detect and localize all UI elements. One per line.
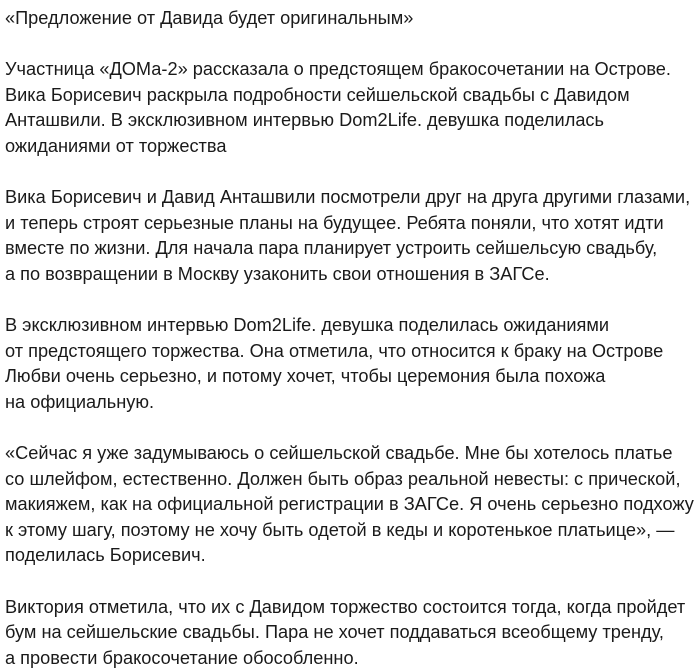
paragraph-intro [5,57,699,159]
paragraph-line: бум на сейшельские свадьбы. Пара не хочет поддаваться всеобщему тренду, [5,622,664,643]
article-title [5,6,699,32]
paragraph-line: на официальную. [5,391,155,412]
paragraph-plans [5,185,699,287]
paragraph-line: Виктория отметила, что их с Давидом торжество состоится тогда, когда пройдет [5,596,686,617]
title-text: «Предложение от Давида будет оригинальным» [5,8,414,28]
paragraph-quote [5,441,699,569]
paragraph-conclusion [5,595,699,671]
paragraph-line: Любви очень серьезно, и потому хочет, чтобы церемония была похожа [5,366,606,387]
paragraph-line: Участница «ДОМа-2» рассказала о предстоящем бракосочетании на Острове. [5,59,671,80]
paragraph-line: а по возвращении в Москву узаконить свои отношения в ЗАГСе. [5,263,550,284]
paragraph-line: и теперь строят серьезные планы на будущее. Ребята поняли, что хотят идти [5,212,664,233]
paragraph-interview [5,313,699,415]
paragraph-line: ожиданиями от торжества [5,135,227,156]
paragraph-line: Вика Борисевич раскрыла подробности сейшельской свадьбы с Давидом [5,84,630,105]
paragraph-line: а провести бракосочетание обособленно. [5,647,359,668]
paragraph-line: Анташвили. В эксклюзивном интервью Dom2Life. девушка поделилась [5,110,605,131]
paragraph-line: Вика Борисевич и Давид Анташвили посмотрели друг на друга другими глазами, [5,187,691,208]
paragraph-line: со шлейфом, естественно. Должен быть образ реальной невесты: с прической, [5,468,681,489]
paragraph-line: «Сейчас я уже задумываюсь о сейшельской свадьбе. Мне бы хотелось платье [5,443,673,464]
paragraph-line: макияжем, как на официальной регистрации в ЗАГСе. Я очень серьезно подхожу [5,494,694,515]
paragraph-line: к этому шагу, поэтому не хочу быть одетой в кеды и коротенькое платьице», — [5,519,675,540]
paragraph-line: вместе по жизни. Для начала пара планирует устроить сейшельсую свадьбу, [5,238,658,259]
paragraph-line: поделилась Борисевич. [5,545,206,566]
paragraph-line: В эксклюзивном интервью Dom2Life. девушка поделилась ожиданиями [5,315,610,336]
paragraph-line: от предстоящего торжества. Она отметила, что относится к браку на Острове [5,340,664,361]
